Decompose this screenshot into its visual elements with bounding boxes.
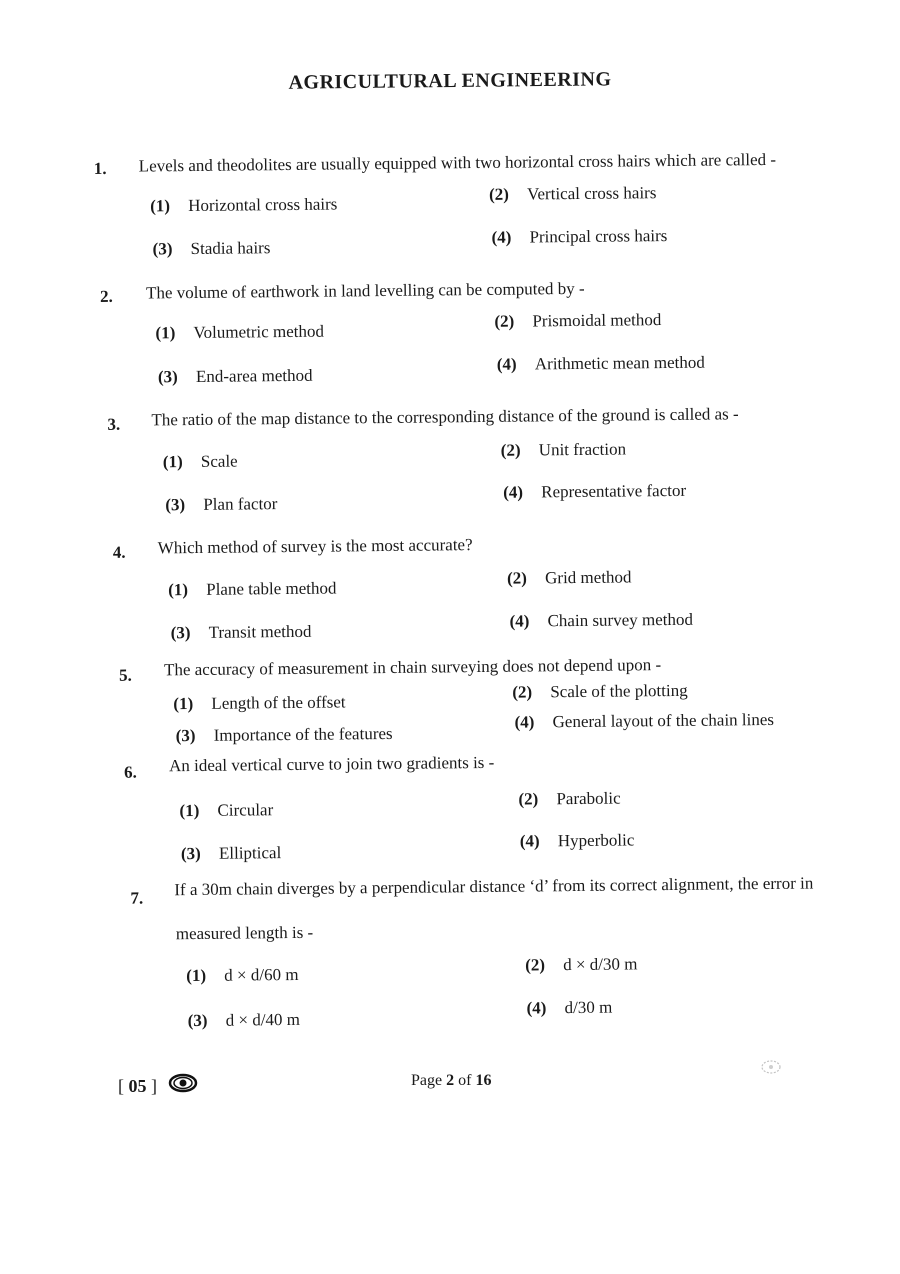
question-text: The volume of earthwork in land levelling can be computed by - — [145, 278, 585, 303]
paper-code — [118, 1076, 157, 1097]
option-number: (4) — [519, 831, 540, 851]
option-text: Grid method — [544, 567, 632, 588]
option-text: Length of the offset — [211, 692, 346, 713]
option-3 — [153, 238, 271, 259]
option-3 — [165, 494, 277, 515]
option-number: (2) — [500, 440, 521, 460]
option-text: Circular — [217, 800, 274, 820]
question-number: 6. — [123, 762, 137, 782]
question-text: Which method of survey is the most accurate? — [157, 535, 473, 558]
option-text: Scale — [200, 451, 238, 471]
option-4 — [509, 610, 693, 632]
question-number: 2. — [100, 286, 113, 306]
option-text: d × d/40 m — [225, 1009, 301, 1030]
option-number: (2) — [512, 682, 533, 702]
question-text: An ideal vertical curve to join two gradients is - — [168, 752, 495, 776]
option-text: Plane table method — [206, 578, 337, 599]
option-number: (1) — [168, 580, 189, 600]
option-number: (3) — [152, 239, 173, 259]
option-text: d × d/60 m — [224, 964, 299, 985]
option-3 — [188, 1010, 301, 1031]
option-number: (1) — [173, 694, 194, 714]
paper-code-value: 05 — [128, 1076, 147, 1096]
option-3 — [176, 724, 393, 746]
page-number — [411, 1072, 491, 1090]
option-2 — [507, 567, 632, 588]
option-text: Unit fraction — [538, 439, 627, 460]
question-text: The accuracy of measurement in chain surveying does not depend upon - — [163, 655, 662, 680]
option-3 — [171, 622, 312, 643]
page-prefix: Page — [411, 1072, 443, 1089]
option-4 — [514, 710, 774, 733]
option-number: (2) — [525, 955, 546, 975]
option-text: Transit method — [208, 621, 312, 642]
option-text: Plan factor — [203, 494, 278, 514]
option-number: (4) — [514, 712, 535, 732]
option-number: (1) — [179, 800, 200, 821]
option-text: Horizontal cross hairs — [188, 194, 338, 216]
question-number: 7. — [130, 888, 144, 908]
option-text: Stadia hairs — [190, 238, 271, 259]
option-text: Volumetric method — [193, 321, 325, 342]
page-of: of — [458, 1072, 472, 1089]
question-number: 3. — [107, 414, 121, 434]
option-number: (3) — [157, 367, 178, 387]
faint-stamp-icon — [760, 1058, 782, 1076]
eye-icon — [168, 1072, 198, 1094]
option-4 — [491, 226, 667, 248]
option-2 — [501, 439, 627, 460]
option-3 — [158, 366, 313, 388]
option-number: (3) — [165, 495, 186, 515]
option-1 — [150, 194, 337, 216]
option-text: Representative factor — [541, 480, 687, 502]
option-text: Scale of the plotting — [550, 680, 688, 702]
option-number: (4) — [491, 227, 512, 247]
option-4 — [520, 830, 635, 851]
option-number: (1) — [155, 323, 176, 343]
option-number: (1) — [150, 196, 171, 216]
option-1 — [168, 579, 337, 601]
question-number: 4. — [112, 542, 126, 562]
option-2 — [525, 954, 638, 975]
option-text: Arithmetic mean method — [534, 352, 705, 374]
option-number: (2) — [494, 311, 515, 331]
option-1 — [186, 965, 299, 986]
option-number: (2) — [488, 184, 509, 204]
option-text: Elliptical — [218, 843, 282, 863]
question-text: Levels and theodolites are usually equipped with two horizontal cross hairs which are called - — [138, 149, 777, 176]
option-2 — [512, 681, 688, 703]
option-number: (4) — [526, 998, 547, 1018]
option-1 — [155, 322, 324, 344]
option-number: (2) — [506, 568, 528, 588]
option-number: (3) — [180, 843, 201, 864]
option-4 — [497, 353, 705, 375]
option-4 — [526, 998, 612, 1019]
option-number: (4) — [509, 611, 530, 631]
option-1 — [163, 452, 238, 473]
option-text: Parabolic — [556, 788, 621, 809]
option-number: (3) — [187, 1010, 208, 1031]
option-text: End-area method — [195, 365, 313, 386]
option-text: d/30 m — [564, 997, 613, 1018]
option-number: (3) — [175, 725, 196, 746]
option-number: (4) — [496, 354, 517, 374]
option-text: Hyperbolic — [557, 830, 635, 851]
option-number: (3) — [170, 623, 191, 643]
option-1 — [173, 692, 345, 714]
option-3 — [181, 843, 282, 864]
option-number: (2) — [518, 789, 539, 809]
bracket-close: ] — [151, 1076, 157, 1096]
option-4 — [503, 481, 686, 503]
option-text: Importance of the features — [213, 723, 393, 745]
option-2 — [518, 789, 620, 810]
option-text: d × d/30 m — [563, 954, 638, 975]
bracket-open: [ — [118, 1076, 124, 1096]
question-text-continued: measured length is - — [175, 922, 314, 944]
question-number: 1. — [93, 158, 107, 179]
page-current: 2 — [446, 1072, 455, 1089]
option-1 — [179, 800, 273, 821]
option-text: Principal cross hairs — [529, 226, 668, 247]
option-number: (4) — [503, 482, 524, 502]
option-text: Prismoidal method — [532, 310, 662, 331]
page-title: AGRICULTURAL ENGINEERING — [288, 68, 612, 94]
option-number: (1) — [186, 965, 207, 986]
option-2 — [489, 183, 657, 205]
option-text: General layout of the chain lines — [552, 709, 775, 732]
option-2 — [494, 310, 661, 332]
page-total: 16 — [475, 1072, 492, 1089]
option-text: Vertical cross hairs — [526, 183, 657, 204]
question-text: If a 30m chain diverges by a perpendicular distance ‘d’ from its correct alignment, the error in — [174, 873, 814, 900]
option-text: Chain survey method — [547, 609, 694, 631]
option-number: (1) — [162, 452, 183, 472]
question-number: 5. — [118, 665, 132, 685]
question-text: The ratio of the map distance to the corresponding distance of the ground is called as - — [151, 404, 739, 430]
